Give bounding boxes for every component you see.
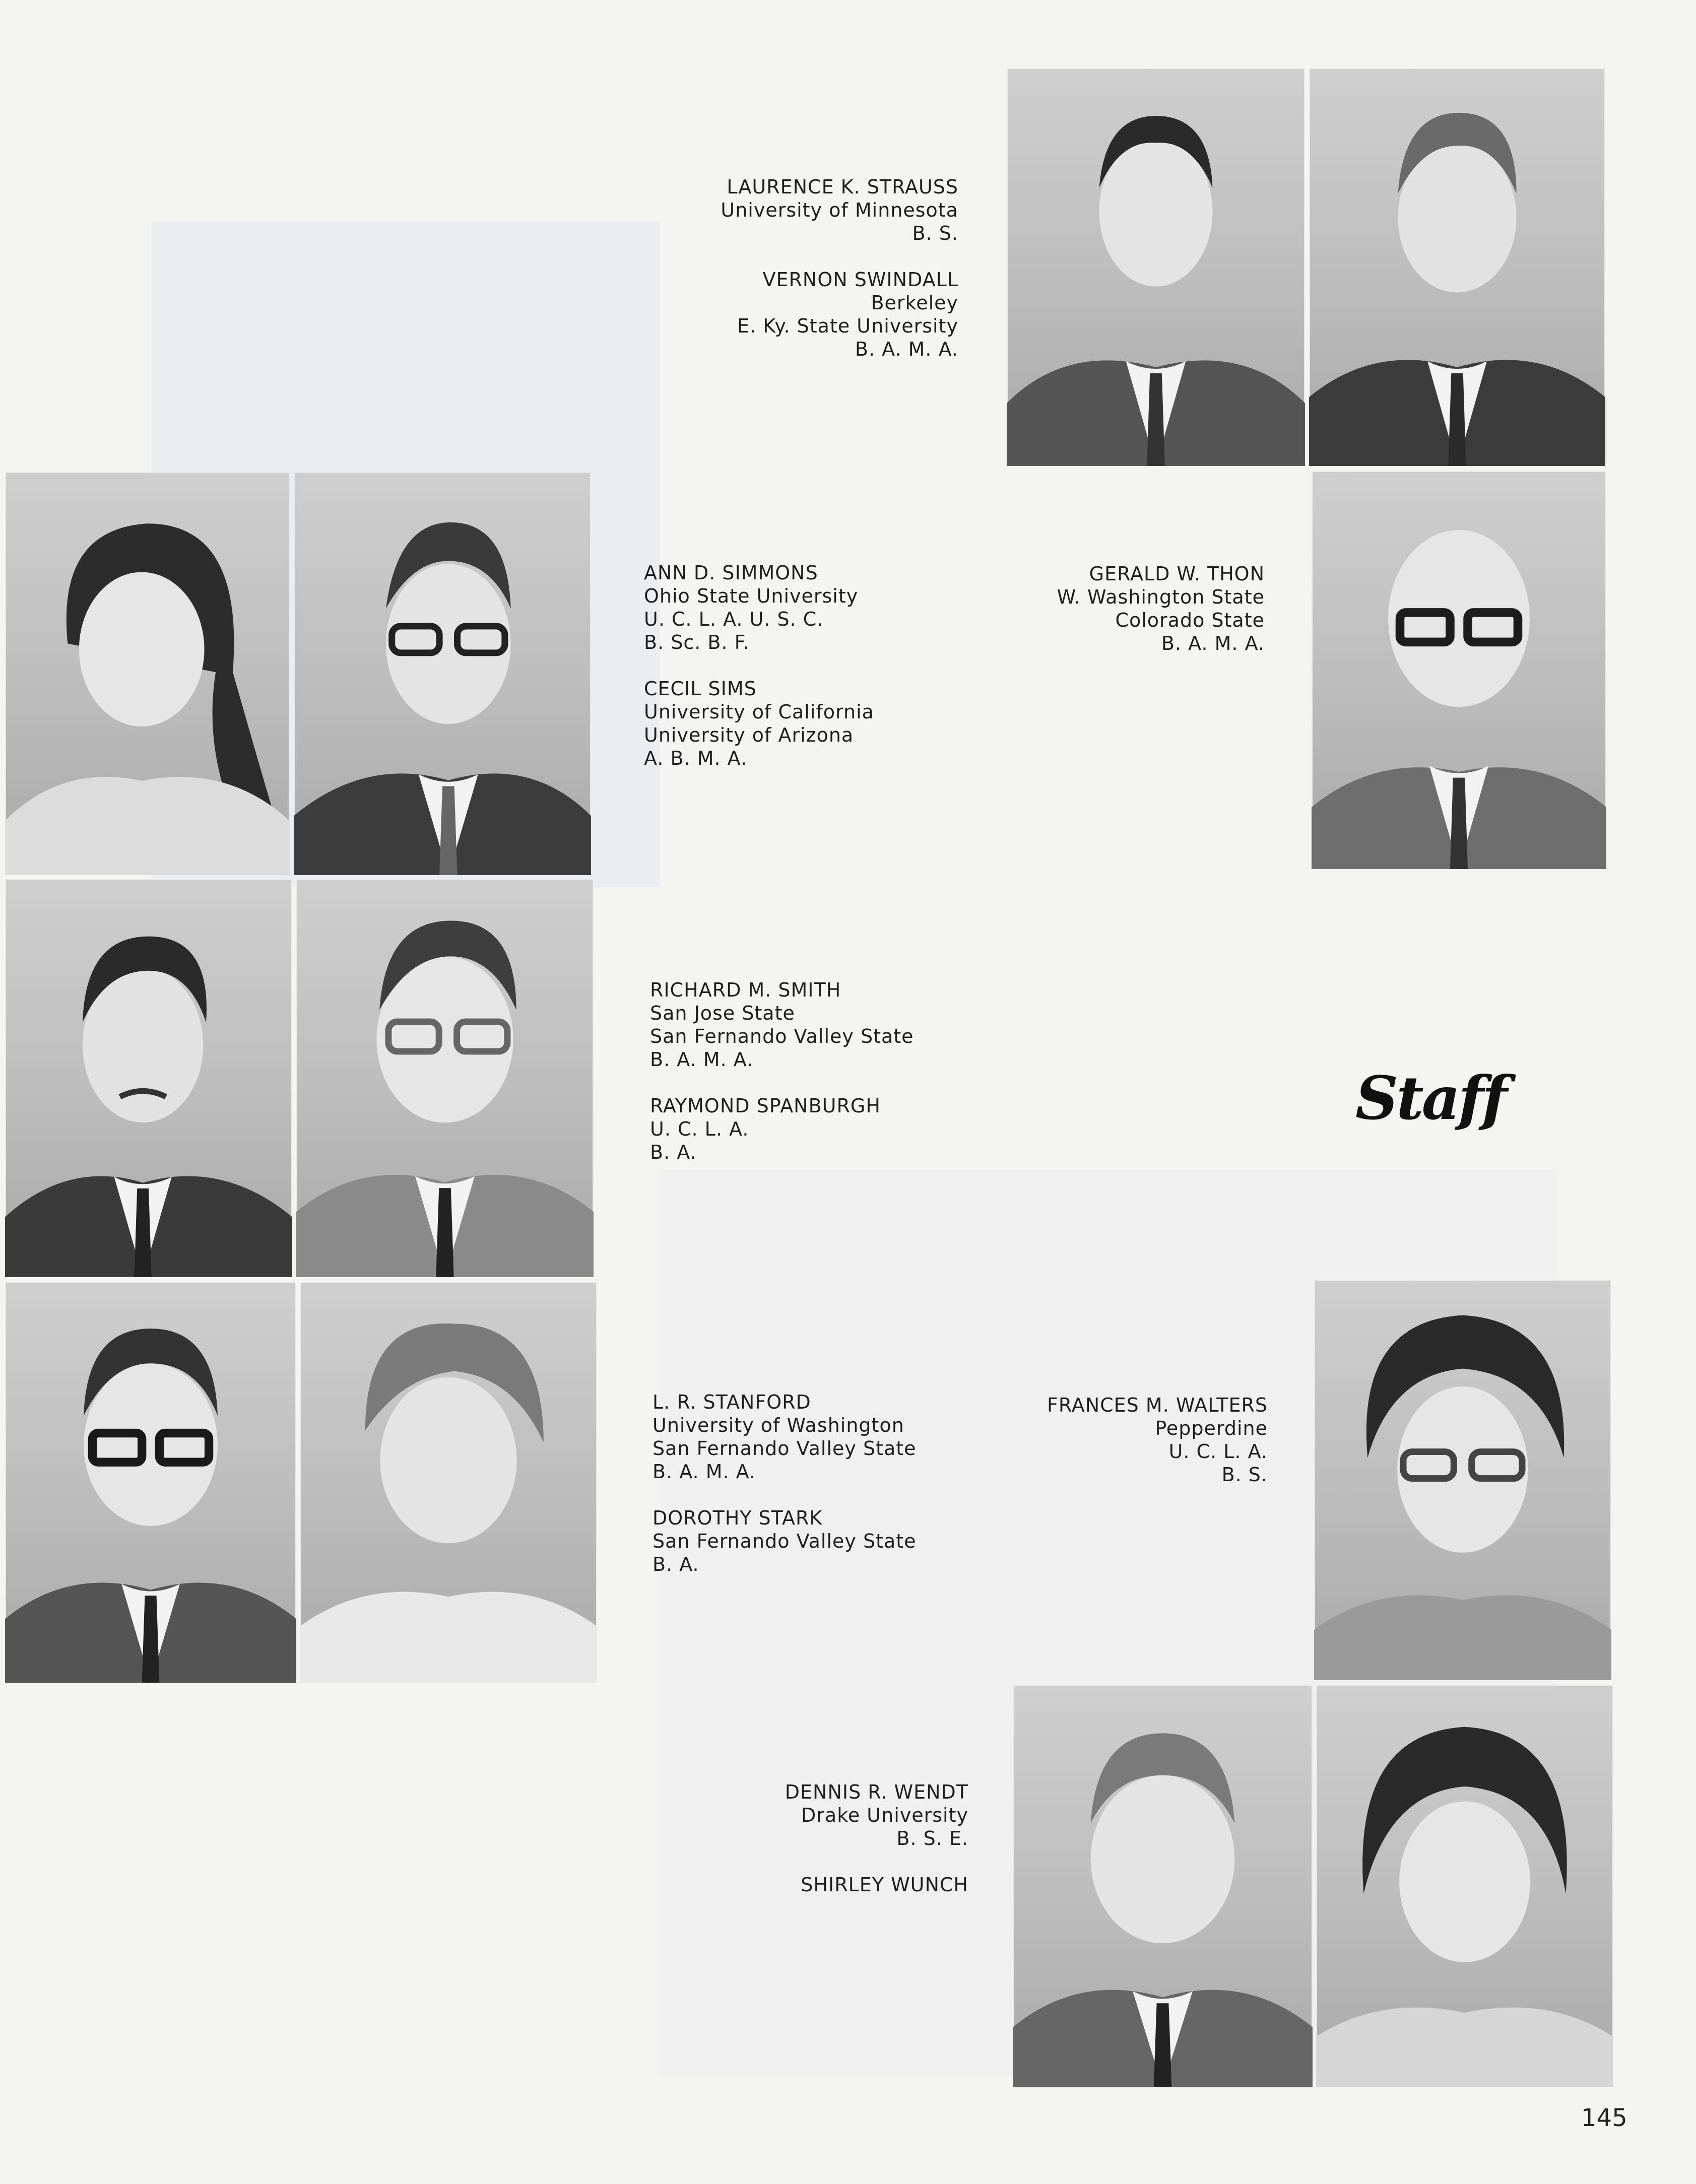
- degree-line: B. S.: [912, 222, 958, 244]
- name-strauss: LAURENCE K. STRAUSS: [727, 176, 958, 198]
- school-line: San Jose State: [650, 1002, 795, 1024]
- name-smith: RICHARD M. SMITH: [650, 979, 841, 1001]
- degree-line: B. A.: [650, 1141, 697, 1163]
- portrait-spanburgh: [296, 879, 594, 1277]
- school-line: Berkeley: [871, 292, 958, 314]
- portrait-wunch: [1316, 1685, 1613, 2087]
- portrait-smith: [5, 879, 292, 1277]
- caption-strauss-swindall: [605, 175, 958, 361]
- degree-line: B. S.: [1221, 1464, 1268, 1486]
- school-line: San Fernando Valley State: [653, 1437, 917, 1460]
- caption-stanford-stark: [653, 1391, 1005, 1576]
- degree-line: B. A. M. A.: [855, 338, 958, 360]
- school-line: Pepperdine: [1155, 1417, 1268, 1439]
- section-title-staff: Staff: [1355, 1063, 1506, 1133]
- school-line: U. C. L. A.: [1168, 1440, 1268, 1463]
- portrait-wendt: [1013, 1685, 1313, 2087]
- degree-line: B. A. M. A.: [653, 1461, 756, 1483]
- name-stanford: L. R. STANFORD: [653, 1391, 811, 1413]
- name-thon: GERALD W. THON: [1089, 563, 1265, 585]
- school-line: San Fernando Valley State: [653, 1530, 917, 1552]
- school-line: University of California: [644, 701, 874, 723]
- caption-walters: [988, 1394, 1268, 1486]
- name-sims: CECIL SIMS: [644, 678, 757, 700]
- caption-thon: [988, 562, 1265, 655]
- name-stark: DOROTHY STARK: [653, 1507, 823, 1529]
- school-line: E. Ky. State University: [737, 315, 958, 337]
- school-line: University of Washington: [653, 1414, 904, 1436]
- degree-line: A. B. M. A.: [644, 747, 748, 769]
- degree-line: B. S. E.: [896, 1827, 968, 1849]
- school-line: University of Minnesota: [721, 199, 958, 221]
- school-line: Drake University: [801, 1804, 968, 1826]
- degree-line: B. A. M. A.: [1161, 632, 1265, 654]
- school-line: Colorado State: [1115, 609, 1265, 631]
- degree-line: B. A. M. A.: [650, 1048, 754, 1071]
- portrait-stanford: [5, 1282, 296, 1683]
- name-walters: FRANCES M. WALTERS: [1047, 1394, 1268, 1416]
- degree-line: B. A.: [653, 1553, 699, 1575]
- school-line: U. C. L. A. U. S. C.: [644, 608, 824, 630]
- caption-simmons-sims: [644, 561, 997, 770]
- school-line: Ohio State University: [644, 585, 859, 607]
- name-wunch: SHIRLEY WUNCH: [801, 1874, 968, 1896]
- school-line: W. Washington State: [1057, 586, 1265, 608]
- school-line: University of Arizona: [644, 724, 854, 746]
- school-line: U. C. L. A.: [650, 1118, 749, 1140]
- portrait-sims: [294, 472, 591, 875]
- name-spanburgh: RAYMOND SPANBURGH: [650, 1095, 881, 1117]
- name-wendt: DENNIS R. WENDT: [785, 1781, 968, 1803]
- page-number: 145: [1581, 2104, 1627, 2132]
- name-simmons: ANN D. SIMMONS: [644, 562, 818, 584]
- portrait-walters: [1314, 1280, 1611, 1680]
- degree-line: B. Sc. B. F.: [644, 631, 750, 653]
- portrait-stark: [300, 1282, 597, 1683]
- caption-wendt-wunch: [705, 1780, 968, 1896]
- school-line: San Fernando Valley State: [650, 1025, 914, 1047]
- portrait-strauss: [1007, 68, 1305, 466]
- name-swindall: VERNON SWINDALL: [762, 269, 958, 291]
- portrait-thon: [1312, 471, 1606, 869]
- caption-smith-spanburgh: [650, 978, 1003, 1164]
- portrait-simmons: [5, 472, 290, 875]
- portrait-swindall: [1309, 68, 1605, 466]
